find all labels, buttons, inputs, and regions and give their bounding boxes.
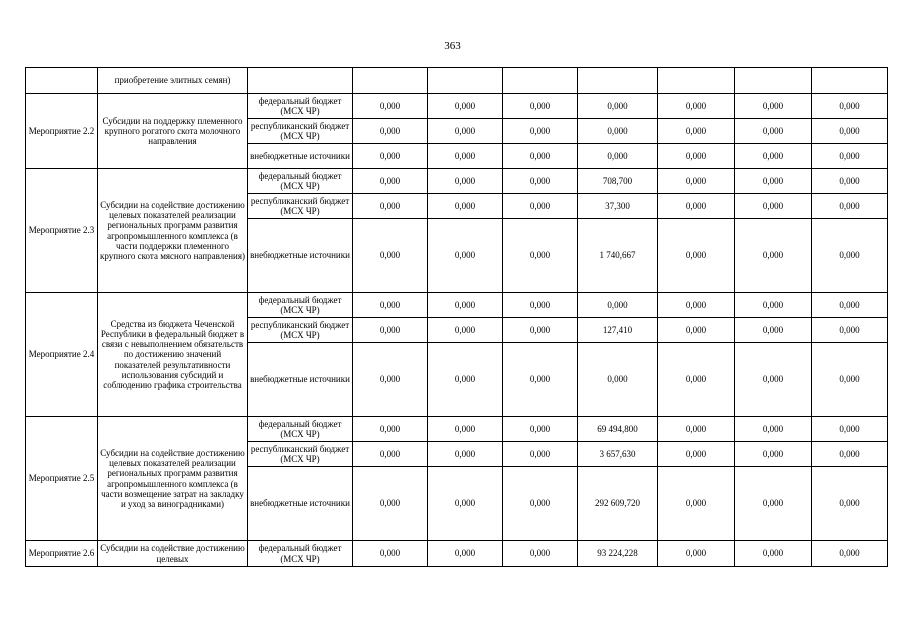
measure-name-cell: Субсидии на содействие достижению целевых показателей реализации региональных программ развития агропромышленного комплекса (в части поддержки племенного крупного скота мясного направления) [98, 169, 248, 293]
value-cell: 0,000 [658, 194, 735, 219]
value-cell: 0,000 [735, 293, 812, 318]
value-cell: 0,000 [503, 144, 578, 169]
value-cell: 0,000 [658, 318, 735, 343]
value-cell: 0,000 [812, 442, 888, 467]
value-cell: 0,000 [812, 119, 888, 144]
funding-source-cell: федеральный бюджет (МСХ ЧР) [248, 293, 353, 318]
value-cell: 0,000 [658, 541, 735, 567]
table-row [26, 293, 888, 318]
value-cell: 0,000 [735, 343, 812, 417]
value-cell [578, 68, 658, 94]
value-cell: 0,000 [735, 94, 812, 119]
value-cell: 0,000 [428, 119, 503, 144]
measure-id-cell: Мероприятие 2.6 [26, 541, 98, 567]
measure-id-cell: Мероприятие 2.5 [26, 417, 98, 541]
value-cell: 0,000 [735, 219, 812, 293]
measure-id-cell: Мероприятие 2.3 [26, 169, 98, 293]
value-cell: 0,000 [735, 119, 812, 144]
value-cell: 0,000 [578, 94, 658, 119]
table-row [26, 541, 888, 567]
value-cell: 0,000 [658, 94, 735, 119]
value-cell: 0,000 [658, 343, 735, 417]
funding-source-cell: внебюджетные источники [248, 144, 353, 169]
value-cell: 0,000 [812, 169, 888, 194]
value-cell: 0,000 [658, 467, 735, 541]
measure-name-cell: Средства из бюджета Чеченской Республики в федеральный бюджет в связи с невыполнением обязательств по достижению значений показателей результативности использования субсидий и соблюдению графика строительства [98, 293, 248, 417]
value-cell: 0,000 [428, 541, 503, 567]
value-cell: 0,000 [503, 442, 578, 467]
value-cell: 0,000 [812, 219, 888, 293]
page-number: 363 [444, 40, 461, 52]
value-cell: 0,000 [428, 169, 503, 194]
value-cell: 0,000 [353, 219, 428, 293]
value-cell: 0,000 [503, 293, 578, 318]
value-cell [735, 68, 812, 94]
value-cell: 0,000 [812, 94, 888, 119]
value-cell: 0,000 [503, 467, 578, 541]
value-cell: 37,300 [578, 194, 658, 219]
funding-source-cell [248, 68, 353, 94]
funding-source-cell: внебюджетные источники [248, 219, 353, 293]
value-cell: 0,000 [735, 144, 812, 169]
value-cell: 0,000 [428, 144, 503, 169]
measure-id-cell: Мероприятие 2.4 [26, 293, 98, 417]
value-cell [658, 68, 735, 94]
value-cell: 0,000 [428, 318, 503, 343]
value-cell: 708,700 [578, 169, 658, 194]
value-cell: 0,000 [578, 119, 658, 144]
value-cell: 0,000 [428, 467, 503, 541]
funding-source-cell: республиканский бюджет (МСХ ЧР) [248, 119, 353, 144]
value-cell: 0,000 [735, 417, 812, 442]
value-cell: 0,000 [353, 541, 428, 567]
value-cell: 0,000 [428, 94, 503, 119]
value-cell: 69 494,800 [578, 417, 658, 442]
measure-name-cell: Субсидии на поддержку племенного крупного рогатого скота молочного направления [98, 94, 248, 169]
value-cell: 1 740,667 [578, 219, 658, 293]
funding-source-cell: внебюджетные источники [248, 467, 353, 541]
funding-source-cell: республиканский бюджет (МСХ ЧР) [248, 194, 353, 219]
value-cell: 0,000 [428, 219, 503, 293]
budget-table [25, 67, 888, 567]
value-cell: 0,000 [812, 144, 888, 169]
value-cell: 0,000 [658, 442, 735, 467]
value-cell: 0,000 [353, 119, 428, 144]
value-cell: 0,000 [353, 343, 428, 417]
value-cell: 0,000 [812, 318, 888, 343]
value-cell: 0,000 [428, 442, 503, 467]
funding-source-cell: федеральный бюджет (МСХ ЧР) [248, 169, 353, 194]
value-cell: 0,000 [353, 169, 428, 194]
funding-source-cell: федеральный бюджет (МСХ ЧР) [248, 94, 353, 119]
value-cell: 0,000 [812, 541, 888, 567]
value-cell: 0,000 [578, 144, 658, 169]
measure-name-cell: Субсидии на содействие достижению целевых [98, 541, 248, 567]
value-cell: 93 224,228 [578, 541, 658, 567]
value-cell [353, 68, 428, 94]
value-cell: 0,000 [353, 293, 428, 318]
value-cell: 0,000 [428, 293, 503, 318]
value-cell: 0,000 [353, 467, 428, 541]
funding-source-cell: внебюджетные источники [248, 343, 353, 417]
value-cell: 0,000 [503, 119, 578, 144]
value-cell: 0,000 [503, 94, 578, 119]
value-cell: 0,000 [735, 442, 812, 467]
value-cell: 0,000 [353, 144, 428, 169]
value-cell: 3 657,630 [578, 442, 658, 467]
funding-source-cell: республиканский бюджет (МСХ ЧР) [248, 318, 353, 343]
value-cell: 0,000 [578, 343, 658, 417]
value-cell: 0,000 [658, 219, 735, 293]
value-cell [428, 68, 503, 94]
value-cell: 0,000 [735, 467, 812, 541]
value-cell: 0,000 [428, 417, 503, 442]
value-cell [812, 68, 888, 94]
table-row [26, 169, 888, 194]
value-cell: 0,000 [503, 541, 578, 567]
value-cell: 0,000 [503, 417, 578, 442]
funding-source-cell: республиканский бюджет (МСХ ЧР) [248, 442, 353, 467]
value-cell: 0,000 [735, 318, 812, 343]
value-cell: 0,000 [735, 194, 812, 219]
value-cell: 0,000 [658, 144, 735, 169]
value-cell: 0,000 [658, 169, 735, 194]
table-row [26, 417, 888, 442]
value-cell: 0,000 [353, 94, 428, 119]
measure-id-cell [26, 68, 98, 94]
value-cell: 0,000 [812, 194, 888, 219]
value-cell: 0,000 [353, 194, 428, 219]
value-cell: 0,000 [812, 343, 888, 417]
value-cell: 292 609,720 [578, 467, 658, 541]
value-cell: 0,000 [428, 194, 503, 219]
measure-id-cell: Мероприятие 2.2 [26, 94, 98, 169]
value-cell [503, 68, 578, 94]
value-cell: 0,000 [503, 318, 578, 343]
value-cell: 0,000 [658, 417, 735, 442]
value-cell: 0,000 [578, 293, 658, 318]
value-cell: 0,000 [812, 467, 888, 541]
value-cell: 0,000 [735, 541, 812, 567]
value-cell: 0,000 [353, 442, 428, 467]
value-cell: 0,000 [353, 318, 428, 343]
value-cell: 0,000 [503, 169, 578, 194]
value-cell: 0,000 [428, 343, 503, 417]
value-cell: 0,000 [658, 293, 735, 318]
measure-name-cell: Субсидии на содействие достижению целевых показателей реализации региональных программ развития агропромышленного комплекса (в части возмещение затрат на закладку и уход за виноградниками) [98, 417, 248, 541]
value-cell: 0,000 [812, 293, 888, 318]
value-cell: 0,000 [503, 219, 578, 293]
funding-source-cell: федеральный бюджет (МСХ ЧР) [248, 417, 353, 442]
value-cell: 127,410 [578, 318, 658, 343]
value-cell: 0,000 [658, 119, 735, 144]
funding-source-cell: федеральный бюджет (МСХ ЧР) [248, 541, 353, 567]
measure-name-cell: приобретение элитных семян) [98, 68, 248, 94]
value-cell: 0,000 [503, 194, 578, 219]
value-cell: 0,000 [353, 417, 428, 442]
table-row [26, 68, 888, 94]
value-cell: 0,000 [812, 417, 888, 442]
table-row [26, 94, 888, 119]
value-cell: 0,000 [503, 343, 578, 417]
value-cell: 0,000 [735, 169, 812, 194]
